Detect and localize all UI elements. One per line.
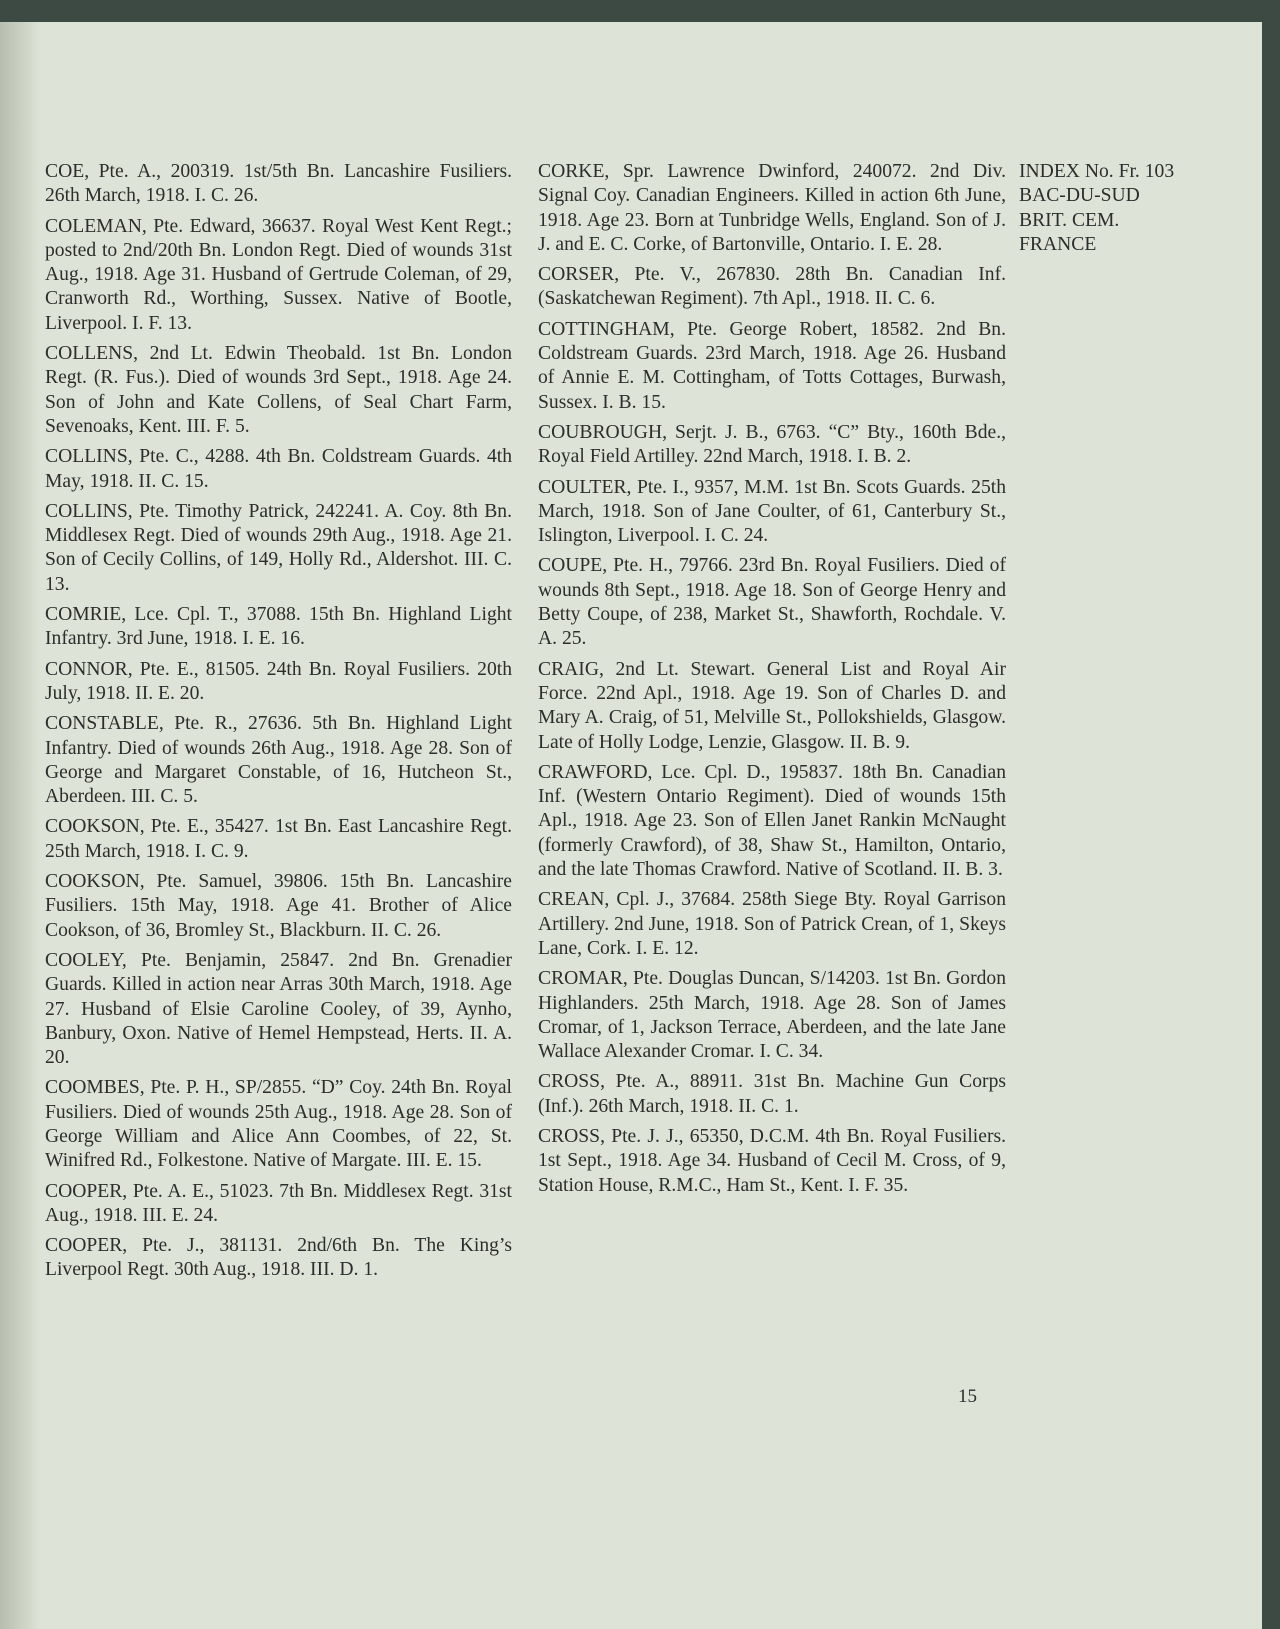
binding-gutter	[0, 22, 40, 1629]
page-number: 15	[958, 1386, 977, 1407]
register-entry: COTTINGHAM, Pte. George Robert, 18582. 2nd Bn. Coldstream Guards. 23rd March, 1918. Age 26. Husband of Annie E. M. Cottingham, of Totts Cottages, Burwash, Sussex. I. B. 15.	[538, 318, 1006, 413]
register-entry: COMRIE, Lce. Cpl. T., 37088. 15th Bn. Highland Light Infantry. 3rd June, 1918. I. E. 16.	[45, 604, 512, 650]
register-entry: CRAWFORD, Lce. Cpl. D., 195837. 18th Bn. Canadian Inf. (Western Ontario Regiment). Died of wounds 15th Apl., 1918. Age 23. Son of Ellen Janet Rankin McNaught (formerly Crawford), of 38, Shaw St., Hamilton, Ontario, and the late Thomas Crawford. Native of Scotland. II. B. 3.	[538, 761, 1006, 881]
index-number: INDEX No. Fr. 103	[1019, 161, 1175, 182]
register-entry: COOMBES, Pte. P. H., SP/2855. “D” Coy. 24th Bn. Royal Fusiliers. Died of wounds 25th Aug., 1918. Age 28. Son of George William and Alice Ann Coombes, of 22, St. Winifred Rd., Folkestone. Native of Margate. III. E. 15.	[45, 1077, 512, 1172]
cemetery-country: FRANCE	[1019, 233, 1097, 255]
register-entry: CROSS, Pte. J. J., 65350, D.C.M. 4th Bn. Royal Fusiliers. 1st Sept., 1918. Age 34. Husband of Cecil M. Cross, of 9, Station House, R.M.C., Ham St., Kent. I. F. 35.	[538, 1125, 1006, 1196]
register-entry: COLLINS, Pte. C., 4288. 4th Bn. Coldstream Guards. 4th May, 1918. II. C. 15.	[45, 446, 512, 492]
cemetery-name: BAC-DU-SUD	[1019, 185, 1140, 207]
register-entry: CONSTABLE, Pte. R., 27636. 5th Bn. Highland Light Infantry. Died of wounds 26th Aug., 1918. Age 28. Son of George and Margaret Constable, of 16, Hutcheon St., Aberdeen. III. C. 5.	[45, 713, 512, 808]
register-entry: COE, Pte. A., 200319. 1st/5th Bn. Lancashire Fusiliers. 26th March, 1918. I. C. 26.	[45, 161, 512, 207]
register-entry: COOLEY, Pte. Benjamin, 25847. 2nd Bn. Grenadier Guards. Killed in action near Arras 30th March, 1918. Age 27. Husband of Elsie Caroline Cooley, of 39, Aynho, Banbury, Oxon. Native of Hemel Hempstead, Herts. II. A. 20.	[45, 949, 512, 1069]
register-entry: COUBROUGH, Serjt. J. B., 6763. “C” Bty., 160th Bde., Royal Field Artilley. 22nd March, 1918. I. B. 2.	[538, 421, 1006, 468]
document-page	[0, 22, 1262, 1629]
register-entry: COLLINS, Pte. Timothy Patrick, 242241. A. Coy. 8th Bn. Middlesex Regt. Died of wounds 29th Aug., 1918. Age 21. Son of Cecily Collins, of 149, Holly Rd., Aldershot. III. C. 13.	[45, 500, 512, 595]
register-entry: CROMAR, Pte. Douglas Duncan, S/14203. 1st Bn. Gordon Highlanders. 25th March, 1918. Age 28. Son of James Cromar, of 1, Jackson Terrace, Aberdeen, and the late Jane Wallace Alexander Cromar. I. C. 34.	[538, 968, 1006, 1063]
register-entry: COLEMAN, Pte. Edward, 36637. Royal West Kent Regt.; posted to 2nd/20th Bn. London Regt. Died of wounds 31st Aug., 1918. Age 31. Husband of Gertrude Coleman, of 29, Cranworth Rd., Worthing, Sussex. Native of Bootle, Liverpool. I. F. 13.	[45, 215, 512, 334]
register-entry: COUPE, Pte. H., 79766. 23rd Bn. Royal Fusiliers. Died of wounds 8th Sept., 1918. Age 18. Son of George Henry and Betty Coupe, of 238, Market St., Shawforth, Rochdale. V. A. 25.	[538, 555, 1006, 650]
left-column	[45, 160, 512, 1289]
register-entry: COULTER, Pte. I., 9357, M.M. 1st Bn. Scots Guards. 25th March, 1918. Son of Jane Coulter, of 61, Canterbury St., Islington, Liverpool. I. C. 24.	[538, 476, 1006, 547]
register-entry: CORSER, Pte. V., 267830. 28th Bn. Canadian Inf. (Saskatchewan Regiment). 7th Apl., 1918. II. C. 6.	[538, 264, 1006, 310]
register-entry: CREAN, Cpl. J., 37684. 258th Siege Bty. Royal Garrison Artillery. 2nd June, 1918. Son of Patrick Crean, of 1, Skeys Lane, Cork. I. E. 12.	[538, 889, 1006, 959]
register-entry: CROSS, Pte. A., 88911. 31st Bn. Machine Gun Corps (Inf.). 26th March, 1918. II. C. 1.	[538, 1071, 1006, 1117]
cemetery-type: BRIT. CEM.	[1019, 209, 1120, 231]
register-entry: CORKE, Spr. Lawrence Dwinford, 240072. 2nd Div. Signal Coy. Canadian Engineers. Killed in action 6th June, 1918. Age 23. Born at Tunbridge Wells, England. Son of J. J. and E. C. Corke, of Bartonville, Ontario. I. E. 28.	[538, 161, 1006, 255]
middle-column	[538, 160, 1006, 1204]
register-entry: COOKSON, Pte. Samuel, 39806. 15th Bn. Lancashire Fusiliers. 15th May, 1918. Age 41. Brother of Alice Cookson, of 36, Bromley St., Blackburn. II. C. 26.	[45, 871, 512, 941]
register-entry: COOPER, Pte. J., 381131. 2nd/6th Bn. The King’s Liverpool Regt. 30th Aug., 1918. III. D. 1.	[45, 1235, 512, 1281]
register-entry: COOKSON, Pte. E., 35427. 1st Bn. East Lancashire Regt. 25th March, 1918. I. C. 9.	[45, 816, 512, 862]
cemetery-index-heading	[1019, 160, 1174, 257]
register-entry: COOPER, Pte. A. E., 51023. 7th Bn. Middlesex Regt. 31st Aug., 1918. III. E. 24.	[45, 1180, 512, 1226]
register-entry: COLLENS, 2nd Lt. Edwin Theobald. 1st Bn. London Regt. (R. Fus.). Died of wounds 3rd Sept., 1918. Age 24. Son of John and Kate Collens, of Seal Chart Farm, Sevenoaks, Kent. III. F. 5.	[45, 343, 512, 437]
register-entry: CONNOR, Pte. E., 81505. 24th Bn. Royal Fusiliers. 20th July, 1918. II. E. 20.	[45, 658, 512, 704]
register-entry: CRAIG, 2nd Lt. Stewart. General List and Royal Air Force. 22nd Apl., 1918. Age 19. Son of Charles D. and Mary A. Craig, of 51, Melville St., Pollokshields, Glasgow. Late of Holly Lodge, Lenzie, Glasgow. II. B. 9.	[538, 658, 1006, 753]
